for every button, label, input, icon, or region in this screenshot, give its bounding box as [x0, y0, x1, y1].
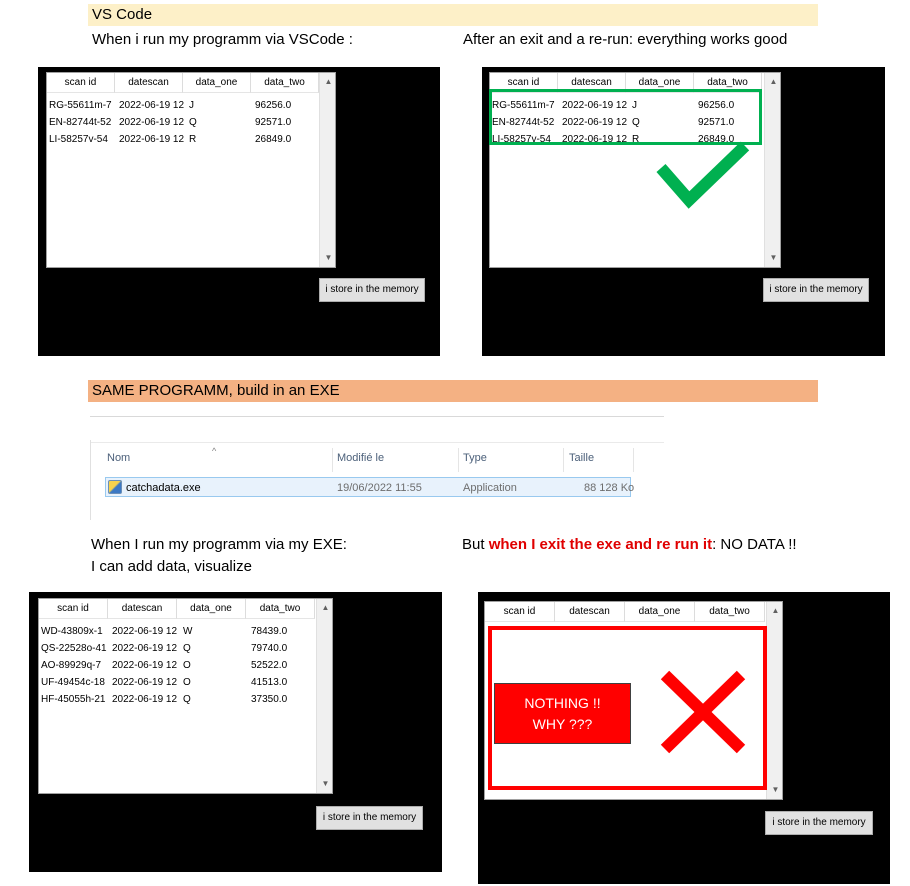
cell-data-two: 37350.0 [251, 694, 288, 705]
scroll-up-icon[interactable]: ▲ [324, 77, 333, 86]
table-row[interactable] [41, 691, 311, 708]
header-separator [563, 448, 564, 472]
header-separator [633, 448, 634, 472]
cell-datescan: 2022-06-19 12 [119, 134, 185, 145]
app-window-exe-first-run [29, 592, 442, 872]
column-header-datescan[interactable]: datescan [115, 73, 183, 93]
file-modified: 19/06/2022 11:55 [337, 482, 422, 494]
cell-data-one: J [632, 100, 637, 111]
green-check-icon [655, 140, 755, 210]
cell-datescan: 2022-06-19 12 [112, 626, 178, 637]
table-row[interactable] [49, 114, 315, 131]
column-header-name[interactable]: Nom [107, 452, 131, 464]
column-header-size[interactable]: Taille [569, 452, 595, 464]
cell-data-two: 41513.0 [251, 677, 288, 688]
column-header-modified[interactable]: Modifié le [337, 452, 385, 464]
cell-data-one: J [189, 100, 194, 111]
table-row[interactable] [41, 657, 311, 674]
scroll-down-icon[interactable]: ▼ [771, 785, 780, 794]
column-header-scan-id[interactable]: scan id [485, 602, 555, 622]
scroll-down-icon[interactable]: ▼ [324, 253, 333, 262]
treeview-header [39, 599, 315, 619]
store-in-memory-button[interactable]: i store in the memory [765, 811, 873, 835]
scroll-up-icon[interactable]: ▲ [321, 603, 330, 612]
exe-file-icon [108, 480, 122, 494]
nothing-label-line2: WHY ??? [532, 716, 593, 732]
data-treeview[interactable] [38, 598, 333, 794]
caption-exe-rerun-prefix: But [462, 536, 489, 553]
caption-vscode-run: When i run my programm via VSCode : [92, 31, 353, 48]
column-header-data-one[interactable]: data_one [183, 73, 251, 93]
column-header-scan-id[interactable]: scan id [39, 599, 108, 619]
table-row[interactable] [41, 640, 311, 657]
exe-banner: SAME PROGRAMM, build in an EXE [88, 380, 818, 402]
cell-data-one: R [632, 134, 640, 145]
scroll-down-icon[interactable]: ▼ [769, 253, 778, 262]
explorer-top-border [90, 416, 664, 417]
explorer-divider [90, 442, 664, 443]
file-size: 88 128 Ko [584, 482, 635, 494]
store-in-memory-button[interactable]: i store in the memory [319, 278, 425, 302]
cell-scan-id: WD-43809x-1 [41, 626, 103, 637]
cell-data-two: 92571.0 [255, 117, 292, 128]
cell-data-one: Q [189, 117, 197, 128]
cell-data-one: Q [183, 694, 191, 705]
cell-scan-id: LI-58257v-54 [492, 134, 551, 145]
nothing-label-line1: NOTHING !! [524, 695, 601, 711]
cell-datescan: 2022-06-19 12 [119, 117, 185, 128]
header-separator [458, 448, 459, 472]
app-window-vscode-first-run [38, 67, 440, 356]
nothing-why-label [494, 683, 631, 744]
caption-exe-rerun [462, 535, 797, 555]
file-name[interactable]: catchadata.exe [126, 482, 201, 494]
table-row[interactable] [41, 623, 311, 640]
table-row[interactable] [49, 131, 315, 148]
column-header-data-two[interactable]: data_two [694, 73, 762, 93]
caption-rerun-good: After an exit and a re-run: everything works good [463, 31, 788, 48]
cell-scan-id: EN-82744t-52 [49, 117, 112, 128]
cell-data-one: O [183, 660, 191, 671]
column-header-data-one[interactable]: data_one [625, 602, 695, 622]
cell-datescan: 2022-06-19 12 [112, 660, 178, 671]
treeview-rows [41, 623, 311, 708]
column-header-data-one[interactable]: data_one [626, 73, 694, 93]
sort-chevron-up-icon[interactable]: ^ [212, 446, 217, 456]
column-header-data-one[interactable]: data_one [177, 599, 246, 619]
cell-datescan: 2022-06-19 12 [112, 643, 178, 654]
header-separator [332, 448, 333, 472]
table-row[interactable] [41, 674, 311, 691]
data-treeview[interactable] [46, 72, 336, 268]
scroll-up-icon[interactable]: ▲ [769, 77, 778, 86]
cell-datescan: 2022-06-19 12 [119, 100, 185, 111]
treeview-rows [49, 97, 315, 148]
cell-scan-id: HF-45055h-21 [41, 694, 106, 705]
cell-scan-id: LI-58257v-54 [49, 134, 108, 145]
cell-data-two: 79740.0 [251, 643, 288, 654]
cell-data-one: R [189, 134, 197, 145]
cell-data-one: W [183, 626, 193, 637]
caption-exe-run-line2: I can add data, visualize [91, 558, 252, 575]
cell-data-two: 78439.0 [251, 626, 288, 637]
cell-data-one: O [183, 677, 191, 688]
cell-scan-id: UF-49454c-18 [41, 677, 105, 688]
vertical-scrollbar[interactable] [316, 599, 333, 794]
column-header-datescan[interactable]: datescan [108, 599, 177, 619]
cell-scan-id: AO-89929q-7 [41, 660, 102, 671]
scroll-up-icon[interactable]: ▲ [771, 606, 780, 615]
cell-data-two: 92571.0 [698, 117, 735, 128]
store-in-memory-button[interactable]: i store in the memory [316, 806, 423, 830]
explorer-left-border [90, 440, 91, 520]
cell-datescan: 2022-06-19 12 [112, 694, 178, 705]
caption-exe-run-line1: When I run my programm via my EXE: [91, 536, 347, 553]
cell-scan-id: RG-55611m-7 [492, 100, 555, 111]
treeview-header [47, 73, 319, 93]
column-header-data-two[interactable]: data_two [251, 73, 319, 93]
scroll-down-icon[interactable]: ▼ [321, 779, 330, 788]
column-header-scan-id[interactable]: scan id [47, 73, 115, 93]
cell-scan-id: RG-55611m-7 [49, 100, 112, 111]
store-in-memory-button[interactable]: i store in the memory [763, 278, 869, 302]
caption-exe-rerun-highlight: when I exit the exe and re run it [488, 536, 713, 553]
file-explorer [90, 416, 664, 520]
cell-data-one: Q [632, 117, 640, 128]
column-header-datescan[interactable]: datescan [558, 73, 626, 93]
cell-datescan: 2022-06-19 12 [112, 677, 178, 688]
column-header-scan-id[interactable]: scan id [490, 73, 558, 93]
column-header-datescan[interactable]: datescan [555, 602, 625, 622]
cell-data-two: 26849.0 [698, 134, 735, 145]
cell-data-two: 96256.0 [698, 100, 735, 111]
table-row[interactable] [49, 97, 315, 114]
cell-data-one: Q [183, 643, 191, 654]
vertical-scrollbar[interactable] [766, 602, 783, 800]
cell-scan-id: QS-22528o-41 [41, 643, 107, 654]
vertical-scrollbar[interactable] [764, 73, 781, 268]
cell-scan-id: EN-82744t-52 [492, 117, 555, 128]
file-type: Application [463, 482, 517, 494]
caption-exe-rerun-suffix: : NO DATA !! [712, 536, 797, 553]
treeview-header [485, 602, 765, 622]
vertical-scrollbar[interactable] [319, 73, 336, 268]
cell-datescan: 2022-06-19 12 [562, 134, 628, 145]
cell-data-two: 96256.0 [255, 100, 292, 111]
column-header-data-two[interactable]: data_two [246, 599, 315, 619]
cell-data-two: 26849.0 [255, 134, 292, 145]
cell-datescan: 2022-06-19 12 [562, 117, 628, 128]
red-cross-icon [657, 667, 749, 757]
green-highlight-box [489, 89, 762, 145]
cell-datescan: 2022-06-19 12 [562, 100, 628, 111]
column-header-type[interactable]: Type [463, 452, 487, 464]
vscode-banner: VS Code [88, 4, 818, 26]
cell-data-two: 52522.0 [251, 660, 288, 671]
column-header-data-two[interactable]: data_two [695, 602, 765, 622]
